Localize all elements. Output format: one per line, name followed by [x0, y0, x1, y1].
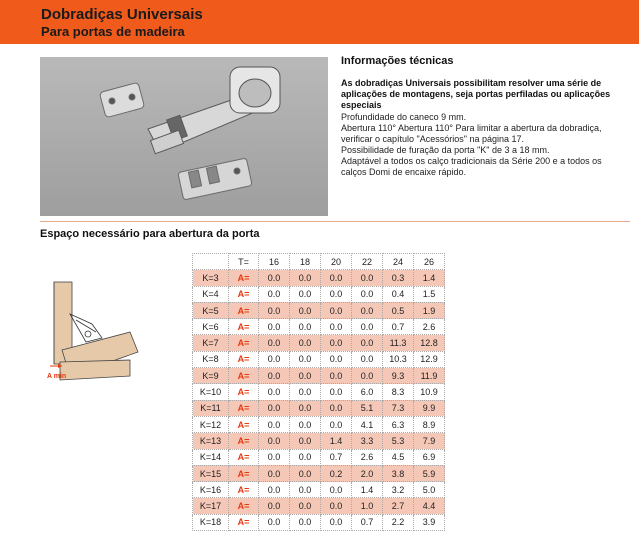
table-cell: 0.0 [321, 400, 352, 416]
table-cell: 0.0 [290, 335, 321, 351]
table-cell: 0.0 [321, 384, 352, 400]
table-row [193, 465, 445, 481]
a-label-cell: A= [229, 351, 259, 367]
table-cell: 6.3 [383, 416, 414, 432]
table-cell: 0.0 [290, 433, 321, 449]
table-header-cell: 16 [259, 254, 290, 270]
table-cell: 12.9 [414, 351, 445, 367]
table-cell: 6.0 [352, 384, 383, 400]
a-min-label: A min [47, 373, 67, 380]
table-cell: 0.0 [321, 482, 352, 498]
table-cell: 5.9 [414, 465, 445, 481]
table-cell: 2.6 [414, 319, 445, 335]
table-row [193, 498, 445, 514]
section-divider [40, 221, 630, 222]
table-cell: 5.3 [383, 433, 414, 449]
table-header-cell: 22 [352, 254, 383, 270]
info-line: Abertura 110° Abertura 110° Para limitar a abertura da dobradiça, verificar o capítulo "Acessórios" na página 17. [341, 123, 602, 144]
table-cell: 0.0 [259, 465, 290, 481]
info-details [341, 112, 626, 178]
table-cell: 0.0 [321, 319, 352, 335]
table-row [193, 319, 445, 335]
a-label-cell: A= [229, 498, 259, 514]
k-value-cell: K=18 [193, 514, 229, 530]
k-value-cell: K=5 [193, 302, 229, 318]
table-cell: 0.0 [321, 351, 352, 367]
table-cell: 2.0 [352, 465, 383, 481]
table-row [193, 384, 445, 400]
a-label-cell: A= [229, 286, 259, 302]
table-cell: 0.0 [321, 416, 352, 432]
table-cell: 11.3 [383, 335, 414, 351]
info-summary: As dobradiças Universais possibilitam resolver uma série de aplicações de montagens, seja portas perfiladas ou aplicações especiais [341, 78, 611, 110]
table-cell: 1.9 [414, 302, 445, 318]
table-cell: 0.0 [290, 270, 321, 286]
table-cell: 1.0 [352, 498, 383, 514]
table-cell: 0.0 [259, 514, 290, 530]
table-cell: 7.3 [383, 400, 414, 416]
a-label-cell: A= [229, 368, 259, 384]
a-label-cell: A= [229, 514, 259, 530]
k-value-cell: K=15 [193, 465, 229, 481]
table-cell: 0.0 [290, 416, 321, 432]
table-cell: 0.0 [290, 498, 321, 514]
table-cell: 0.0 [259, 498, 290, 514]
table-cell: 0.0 [259, 302, 290, 318]
table-cell: 5.1 [352, 400, 383, 416]
k-value-cell: K=3 [193, 270, 229, 286]
table-cell: 8.3 [383, 384, 414, 400]
table-row [193, 400, 445, 416]
table-row [193, 368, 445, 384]
table-header-cell: 26 [414, 254, 445, 270]
info-title: Informações técnicas [341, 55, 454, 67]
a-label-cell: A= [229, 433, 259, 449]
table-cell: 4.5 [383, 449, 414, 465]
table-cell: 0.3 [383, 270, 414, 286]
table-cell: 0.0 [259, 351, 290, 367]
table-cell: 7.9 [414, 433, 445, 449]
table-cell: 1.5 [414, 286, 445, 302]
section-title: Espaço necessário para abertura da porta [40, 228, 260, 240]
k-value-cell: K=12 [193, 416, 229, 432]
table-cell: 0.0 [290, 482, 321, 498]
k-value-cell: K=16 [193, 482, 229, 498]
table-cell: 0.0 [259, 433, 290, 449]
table-cell: 0.0 [259, 270, 290, 286]
page-subtitle: Para portas de madeira [41, 24, 185, 39]
k-value-cell: K=9 [193, 368, 229, 384]
table-cell: 0.0 [352, 302, 383, 318]
table-cell: 0.0 [321, 514, 352, 530]
table-cell: 0.0 [352, 319, 383, 335]
table-cell: 8.9 [414, 416, 445, 432]
table-cell: 12.8 [414, 335, 445, 351]
table-row [193, 449, 445, 465]
table-cell: 0.0 [321, 302, 352, 318]
table-cell: 0.0 [352, 335, 383, 351]
table-cell: 0.0 [259, 416, 290, 432]
table-cell: 0.0 [290, 351, 321, 367]
table-cell: 0.0 [321, 270, 352, 286]
a-label-cell: A= [229, 400, 259, 416]
table-header-cell: 18 [290, 254, 321, 270]
table-cell: 3.2 [383, 482, 414, 498]
table-cell: 0.0 [290, 302, 321, 318]
table-cell: 0.0 [321, 286, 352, 302]
table-header-cell [193, 254, 229, 270]
product-photo [40, 57, 328, 216]
table-row [193, 335, 445, 351]
info-line: Adaptável a todos os calço tradicionais da Série 200 e a todos os calços Domi de encaixe rápido. [341, 156, 602, 177]
table-cell: 1.4 [321, 433, 352, 449]
table-cell: 0.0 [352, 286, 383, 302]
k-value-cell: K=7 [193, 335, 229, 351]
table-cell: 0.0 [352, 270, 383, 286]
table-cell: 0.0 [290, 465, 321, 481]
table-cell: 0.5 [383, 302, 414, 318]
table-row [193, 270, 445, 286]
table-cell: 4.4 [414, 498, 445, 514]
table-cell: 0.0 [259, 482, 290, 498]
table-cell: 9.3 [383, 368, 414, 384]
a-label-cell: A= [229, 319, 259, 335]
table-row [193, 482, 445, 498]
table-cell: 5.0 [414, 482, 445, 498]
table-cell: 11.9 [414, 368, 445, 384]
table-header-row [193, 254, 445, 270]
a-label-cell: A= [229, 449, 259, 465]
table-row [193, 514, 445, 530]
table-cell: 0.0 [259, 319, 290, 335]
table-cell: 0.0 [259, 368, 290, 384]
table-cell: 0.0 [352, 351, 383, 367]
table-cell: 0.0 [352, 368, 383, 384]
a-label-cell: A= [229, 302, 259, 318]
k-value-cell: K=4 [193, 286, 229, 302]
a-label-cell: A= [229, 416, 259, 432]
hinge-photo-illustration [40, 57, 328, 216]
table-cell: 10.9 [414, 384, 445, 400]
table-cell: 2.7 [383, 498, 414, 514]
table-cell: 0.0 [290, 368, 321, 384]
table-cell: 0.2 [321, 465, 352, 481]
table-cell: 0.0 [290, 400, 321, 416]
opening-space-table [192, 253, 445, 531]
table-cell: 0.0 [259, 286, 290, 302]
table-cell: 0.0 [290, 514, 321, 530]
a-label-cell: A= [229, 335, 259, 351]
table-cell: 0.0 [290, 449, 321, 465]
table-cell: 2.6 [352, 449, 383, 465]
a-label-cell: A= [229, 465, 259, 481]
table-cell: 0.7 [352, 514, 383, 530]
info-line: Possibilidade de furação da porta "K" de 3 a 18 mm. [341, 145, 550, 155]
table-cell: 3.3 [352, 433, 383, 449]
a-label-cell: A= [229, 482, 259, 498]
table-cell: 0.0 [259, 384, 290, 400]
table-cell: 6.9 [414, 449, 445, 465]
table-cell: 3.9 [414, 514, 445, 530]
table-cell: 0.0 [259, 400, 290, 416]
table-cell: 0.0 [259, 335, 290, 351]
table-cell: 0.0 [321, 498, 352, 514]
info-line: Profundidade do caneco 9 mm. [341, 112, 467, 122]
k-value-cell: K=11 [193, 400, 229, 416]
k-value-cell: K=14 [193, 449, 229, 465]
table-cell: 4.1 [352, 416, 383, 432]
table-row [193, 351, 445, 367]
table-header-cell: 24 [383, 254, 414, 270]
a-label-cell: A= [229, 270, 259, 286]
table-row [193, 286, 445, 302]
table-cell: 3.8 [383, 465, 414, 481]
table-cell: 1.4 [352, 482, 383, 498]
k-value-cell: K=17 [193, 498, 229, 514]
table-cell: 0.0 [290, 384, 321, 400]
page-title: Dobradiças Universais [41, 6, 203, 23]
page-header [0, 0, 639, 44]
table-cell: 0.0 [321, 368, 352, 384]
table-cell: 0.7 [321, 449, 352, 465]
table-row [193, 416, 445, 432]
table-cell: 9.9 [414, 400, 445, 416]
k-value-cell: K=8 [193, 351, 229, 367]
table-row [193, 302, 445, 318]
a-label-cell: A= [229, 384, 259, 400]
table-cell: 0.0 [259, 449, 290, 465]
k-value-cell: K=6 [193, 319, 229, 335]
table-header-cell: T= [229, 254, 259, 270]
table-cell: 1.4 [414, 270, 445, 286]
table-row [193, 433, 445, 449]
table-header-cell: 20 [321, 254, 352, 270]
table-cell: 0.4 [383, 286, 414, 302]
table-cell: 0.7 [383, 319, 414, 335]
table-cell: 0.0 [321, 335, 352, 351]
table-cell: 10.3 [383, 351, 414, 367]
table-cell: 2.2 [383, 514, 414, 530]
table-cell: 0.0 [290, 286, 321, 302]
k-value-cell: K=13 [193, 433, 229, 449]
k-value-cell: K=10 [193, 384, 229, 400]
table-cell: 0.0 [290, 319, 321, 335]
